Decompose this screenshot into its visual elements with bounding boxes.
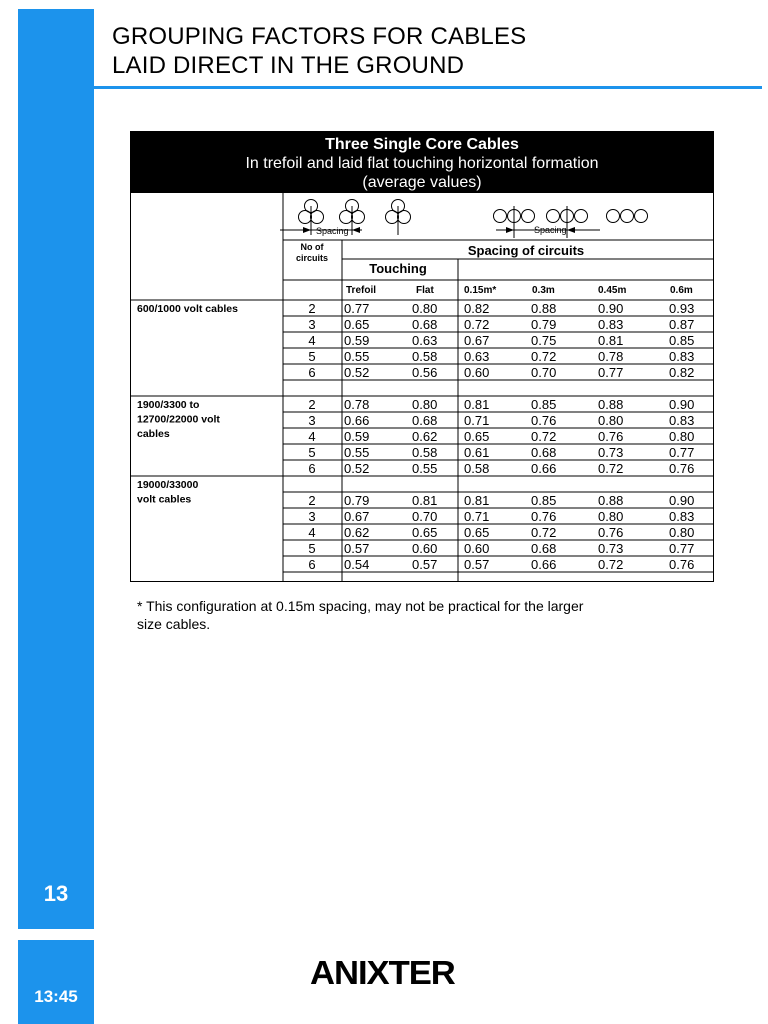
- table-cell: 0.66: [531, 557, 557, 572]
- table-cell: 0.72: [531, 349, 557, 364]
- table-cell: 0.76: [531, 509, 557, 524]
- table-cell: 0.58: [464, 461, 490, 476]
- table-cell: 0.81: [412, 493, 438, 508]
- table-cell: 0.80: [669, 429, 695, 444]
- table-cell: 0.60: [464, 365, 490, 380]
- column-header: 0.3m: [532, 285, 555, 296]
- table-cell: 0.79: [344, 493, 370, 508]
- page-title-line2: LAID DIRECT IN THE GROUND: [112, 52, 465, 79]
- table-cell: 0.67: [464, 333, 490, 348]
- table-cell: 0.68: [531, 541, 557, 556]
- group-label: 19000/33000: [137, 479, 199, 491]
- table-cell: 0.79: [531, 317, 557, 332]
- table-cell: 0.57: [412, 557, 438, 572]
- table-cell: 0.85: [531, 493, 557, 508]
- table-cell: 0.63: [464, 349, 490, 364]
- circuit-count: 4: [308, 525, 316, 540]
- spacing-label-left: Spacing: [316, 226, 349, 236]
- circuit-count: 4: [308, 333, 316, 348]
- table-cell: 0.81: [464, 493, 490, 508]
- table-cell: 0.88: [598, 493, 624, 508]
- section-number: 13:45: [34, 987, 78, 1006]
- table-cell: 0.77: [598, 365, 624, 380]
- table-cell: 0.70: [531, 365, 557, 380]
- circuit-count: 2: [308, 301, 316, 316]
- table-cell: 0.81: [464, 397, 490, 412]
- footnote: [137, 597, 677, 633]
- table-cell: 0.59: [344, 333, 370, 348]
- table-cell: 0.66: [531, 461, 557, 476]
- group-label: 12700/22000 volt: [137, 413, 220, 426]
- table-cell: 0.65: [464, 525, 490, 540]
- table-cell: 0.93: [669, 301, 695, 316]
- table-cell: 0.57: [464, 557, 490, 572]
- table-cell: 0.80: [412, 397, 438, 412]
- table-subheading-2: (average values): [362, 174, 482, 191]
- group-label: 1900/3300 to: [137, 399, 200, 411]
- column-header: Trefoil: [346, 285, 377, 296]
- flat-cable-icon: [621, 210, 634, 223]
- table-cell: 0.76: [669, 461, 695, 476]
- table-cell: 0.73: [598, 445, 624, 460]
- flat-cable-icon: [494, 210, 507, 223]
- table-cell: 0.80: [598, 413, 624, 428]
- table-cell: 0.77: [669, 445, 695, 460]
- table-heading: Three Single Core Cables: [325, 136, 519, 153]
- table-cell: 0.57: [344, 541, 370, 556]
- table-cell: 0.85: [531, 397, 557, 412]
- table-cell: 0.68: [531, 445, 557, 460]
- table-cell: 0.78: [598, 349, 624, 364]
- table-cell: 0.87: [669, 317, 695, 332]
- flat-cable-icon: [547, 210, 560, 223]
- table-cell: 0.61: [464, 445, 490, 460]
- circuit-count: 2: [308, 493, 316, 508]
- table-cell: 0.72: [531, 525, 557, 540]
- table-cell: 0.59: [344, 429, 370, 444]
- group-label: volt cables: [137, 493, 192, 506]
- table-cell: 0.52: [344, 461, 370, 476]
- table-cell: 0.83: [669, 349, 695, 364]
- arrow-icon: [506, 227, 514, 233]
- table-cell: 0.52: [344, 365, 370, 380]
- table-cell: 0.76: [531, 413, 557, 428]
- circuit-count: 6: [308, 557, 316, 572]
- table-grid: [130, 192, 714, 582]
- table-cell: 0.62: [344, 525, 370, 540]
- table-cell: 0.83: [598, 317, 624, 332]
- table-cell: 0.60: [464, 541, 490, 556]
- table-cell: 0.73: [598, 541, 624, 556]
- table-cell: 0.82: [669, 365, 695, 380]
- table-cell: 0.75: [531, 333, 557, 348]
- table-cell: 0.72: [531, 429, 557, 444]
- anixter-logo: ANIXTER: [310, 954, 455, 991]
- group-label: 600/1000 volt cables: [137, 303, 238, 315]
- table-cell: 0.76: [598, 525, 624, 540]
- circuit-count: 3: [308, 509, 316, 524]
- table-cell: 0.54: [344, 557, 370, 572]
- table-cell: 0.88: [531, 301, 557, 316]
- table-cell: 0.67: [344, 509, 370, 524]
- title-divider: [94, 86, 762, 89]
- flat-cable-icon: [575, 210, 588, 223]
- table-cell: 0.76: [669, 557, 695, 572]
- table-cell: 0.80: [598, 509, 624, 524]
- table-cell: 0.65: [464, 429, 490, 444]
- grouping-factors-table: [130, 131, 714, 587]
- table-cell: 0.90: [669, 397, 695, 412]
- table-cell: 0.66: [344, 413, 370, 428]
- table-cell: 0.77: [344, 301, 370, 316]
- table-cell: 0.60: [412, 541, 438, 556]
- flat-cable-icon: [522, 210, 535, 223]
- table-cell: 0.83: [669, 509, 695, 524]
- spacing-of-circuits-header: Spacing of circuits: [467, 243, 585, 258]
- no-circuits-label: No of: [300, 242, 324, 252]
- table-cell: 0.76: [598, 429, 624, 444]
- circuit-count: 5: [308, 349, 316, 364]
- column-header: 0.45m: [598, 285, 627, 296]
- group-label: cables: [137, 428, 170, 440]
- table-cell: 0.71: [464, 413, 490, 428]
- circuit-count: 2: [308, 397, 316, 412]
- table-cell: 0.80: [412, 301, 438, 316]
- table-cell: 0.72: [598, 557, 624, 572]
- circuit-count: 3: [308, 413, 316, 428]
- table-cell: 0.81: [598, 333, 624, 348]
- flat-cable-icon: [607, 210, 620, 223]
- table-cell: 0.55: [344, 349, 370, 364]
- arrow-icon: [352, 227, 360, 233]
- table-heading-block: [130, 131, 714, 192]
- table-cell: 0.70: [412, 509, 438, 524]
- table-cell: 0.56: [412, 365, 438, 380]
- table-cell: 0.55: [344, 445, 370, 460]
- table-cell: 0.58: [412, 445, 438, 460]
- table-cell: 0.77: [669, 541, 695, 556]
- table-cell: 0.85: [669, 333, 695, 348]
- footnote-line1: * This configuration at 0.15m spacing, may not be practical for the larger: [137, 598, 584, 614]
- table-cell: 0.72: [464, 317, 490, 332]
- table-cell: 0.80: [669, 525, 695, 540]
- circuit-count: 5: [308, 541, 316, 556]
- arrow-icon: [567, 227, 575, 233]
- circuit-count: 5: [308, 445, 316, 460]
- circuit-count: 6: [308, 461, 316, 476]
- page-number: 13: [43, 881, 69, 906]
- column-header: 0.6m: [670, 285, 693, 296]
- table-cell: 0.55: [412, 461, 438, 476]
- circuit-count: 3: [308, 317, 316, 332]
- circuit-count: 4: [308, 429, 316, 444]
- table-cell: 0.68: [412, 413, 438, 428]
- table-cell: 0.65: [344, 317, 370, 332]
- flat-cable-icon: [635, 210, 648, 223]
- no-circuits-label: circuits: [295, 253, 329, 263]
- table-cell: 0.83: [669, 413, 695, 428]
- arrow-icon: [303, 227, 311, 233]
- table-cell: 0.72: [598, 461, 624, 476]
- table-cell: 0.71: [464, 509, 490, 524]
- spacing-label-right: Spacing: [534, 225, 567, 235]
- table-cell: 0.58: [412, 349, 438, 364]
- table-cell: 0.62: [412, 429, 438, 444]
- table-subheading: In trefoil and laid flat touching horizontal formation: [245, 155, 599, 172]
- footnote-line2: size cables.: [137, 616, 211, 632]
- touching-header: Touching: [369, 261, 427, 276]
- table-cell: 0.78: [344, 397, 370, 412]
- table-cell: 0.82: [464, 301, 490, 316]
- table-cell: 0.90: [598, 301, 624, 316]
- table-cell: 0.68: [412, 317, 438, 332]
- circuit-count: 6: [308, 365, 316, 380]
- table-cell: 0.90: [669, 493, 695, 508]
- column-header: Flat: [416, 285, 434, 296]
- sidebar-accent-bar: [18, 9, 94, 929]
- table-cell: 0.63: [412, 333, 438, 348]
- page-title-line1: GROUPING FACTORS FOR CABLES: [112, 23, 527, 50]
- section-tab: [18, 940, 94, 1024]
- column-header: 0.15m*: [464, 285, 497, 296]
- page-title: [112, 22, 526, 80]
- table-cell: 0.65: [412, 525, 438, 540]
- table-cell: 0.88: [598, 397, 624, 412]
